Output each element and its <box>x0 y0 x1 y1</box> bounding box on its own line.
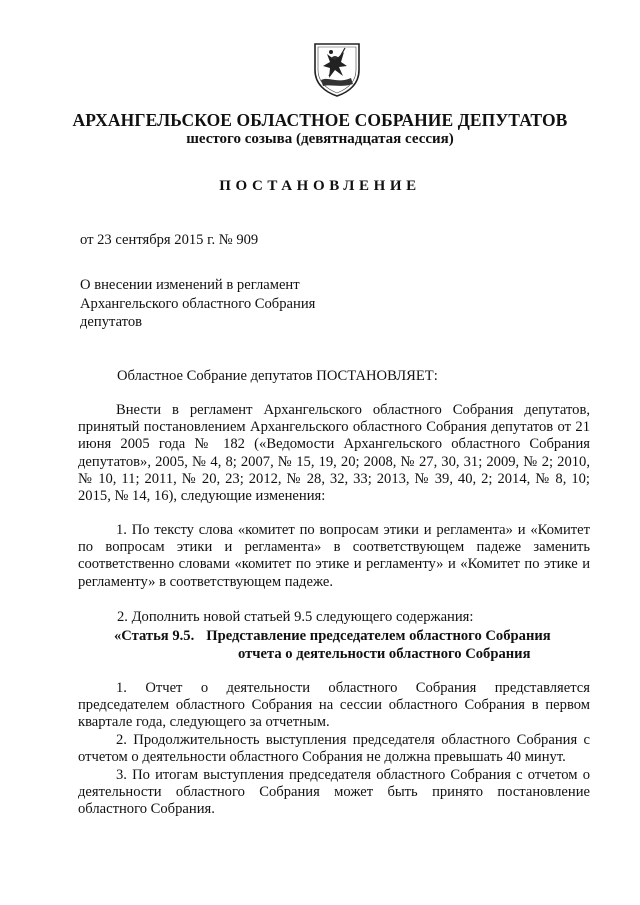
article-paragraph-3 <box>78 767 590 819</box>
article-label: «Статья 9.5. <box>114 628 195 644</box>
subject-line: О внесении изменений в регламент <box>80 277 300 293</box>
article-p3-text: 3. По итогам выступления председателя областного Собрания с отчетом о деятельности областного Собрания может быть принято постановление областного Собрания. <box>78 767 590 818</box>
intro-paragraph <box>78 402 590 505</box>
item-1-text: 1. По тексту слова «комитет по вопросам этики и регламента» и «Комитет по вопросам этики и регламента» в соответствующем падеже заменить соответственно словами «комитет по этике и регламенту» и «Комитет по этике и регламенту» в соответствующем падеже. <box>78 522 590 590</box>
subject-line: депутатов <box>80 314 143 330</box>
item-2-text: 2. Дополнить новой статьей 9.5 следующего содержания: <box>117 609 474 625</box>
date-and-number: от 23 сентября 2015 г. № 909 <box>80 232 259 248</box>
article-heading <box>114 628 551 645</box>
intro-text: Внести в регламент Архангельского областного Собрания депутатов, принятый постановлением Архангельского областного Собрания депутатов от 21 июня 2005 года № 182 («Ведомости Архангельского областного Собрания депутатов», 2005, № 4, 8; 2007, № 15, 19, 20; 2008, № 27, 30, 31; 2009, № 2; 2010, № 10, 11; 2011, № 20, 23; 2012, № 28, 32, 33; 2013, № 39, 40, 2; 2014, № 8, 10; 2015, № 14, 16), следующие изменения: <box>78 402 590 505</box>
convocation-subtitle: шестого созыва (девятнадцатая сессия) <box>186 131 454 147</box>
article-paragraph-2 <box>78 732 590 766</box>
resolution-statement: Областное Собрание депутатов ПОСТАНОВЛЯЕТ: <box>117 368 438 384</box>
article-p2-text: 2. Продолжительность выступления председателя областного Собрания с отчетом о деятельности областного Собрания не должна превышать 40 минут. <box>78 732 590 766</box>
article-title-line-2: отчета о деятельности областного Собрания <box>238 646 531 662</box>
article-title-line-1: Представление председателем областного Собрания <box>206 628 551 644</box>
subject-line: Архангельского областного Собрания <box>80 296 316 312</box>
article-p1-text: 1. Отчет о деятельности областного Собрания представляется председателем областного Собрания на сессии областного Собрания в первом квартале года, следующего за отчетным. <box>78 680 590 731</box>
coat-of-arms-icon <box>311 40 363 98</box>
article-paragraph-1 <box>78 680 590 732</box>
document-type: ПОСТАНОВЛЕНИЕ <box>219 178 421 194</box>
item-1-paragraph <box>78 522 590 591</box>
organization-title: АРХАНГЕЛЬСКОЕ ОБЛАСТНОЕ СОБРАНИЕ ДЕПУТАТОВ <box>72 110 568 130</box>
